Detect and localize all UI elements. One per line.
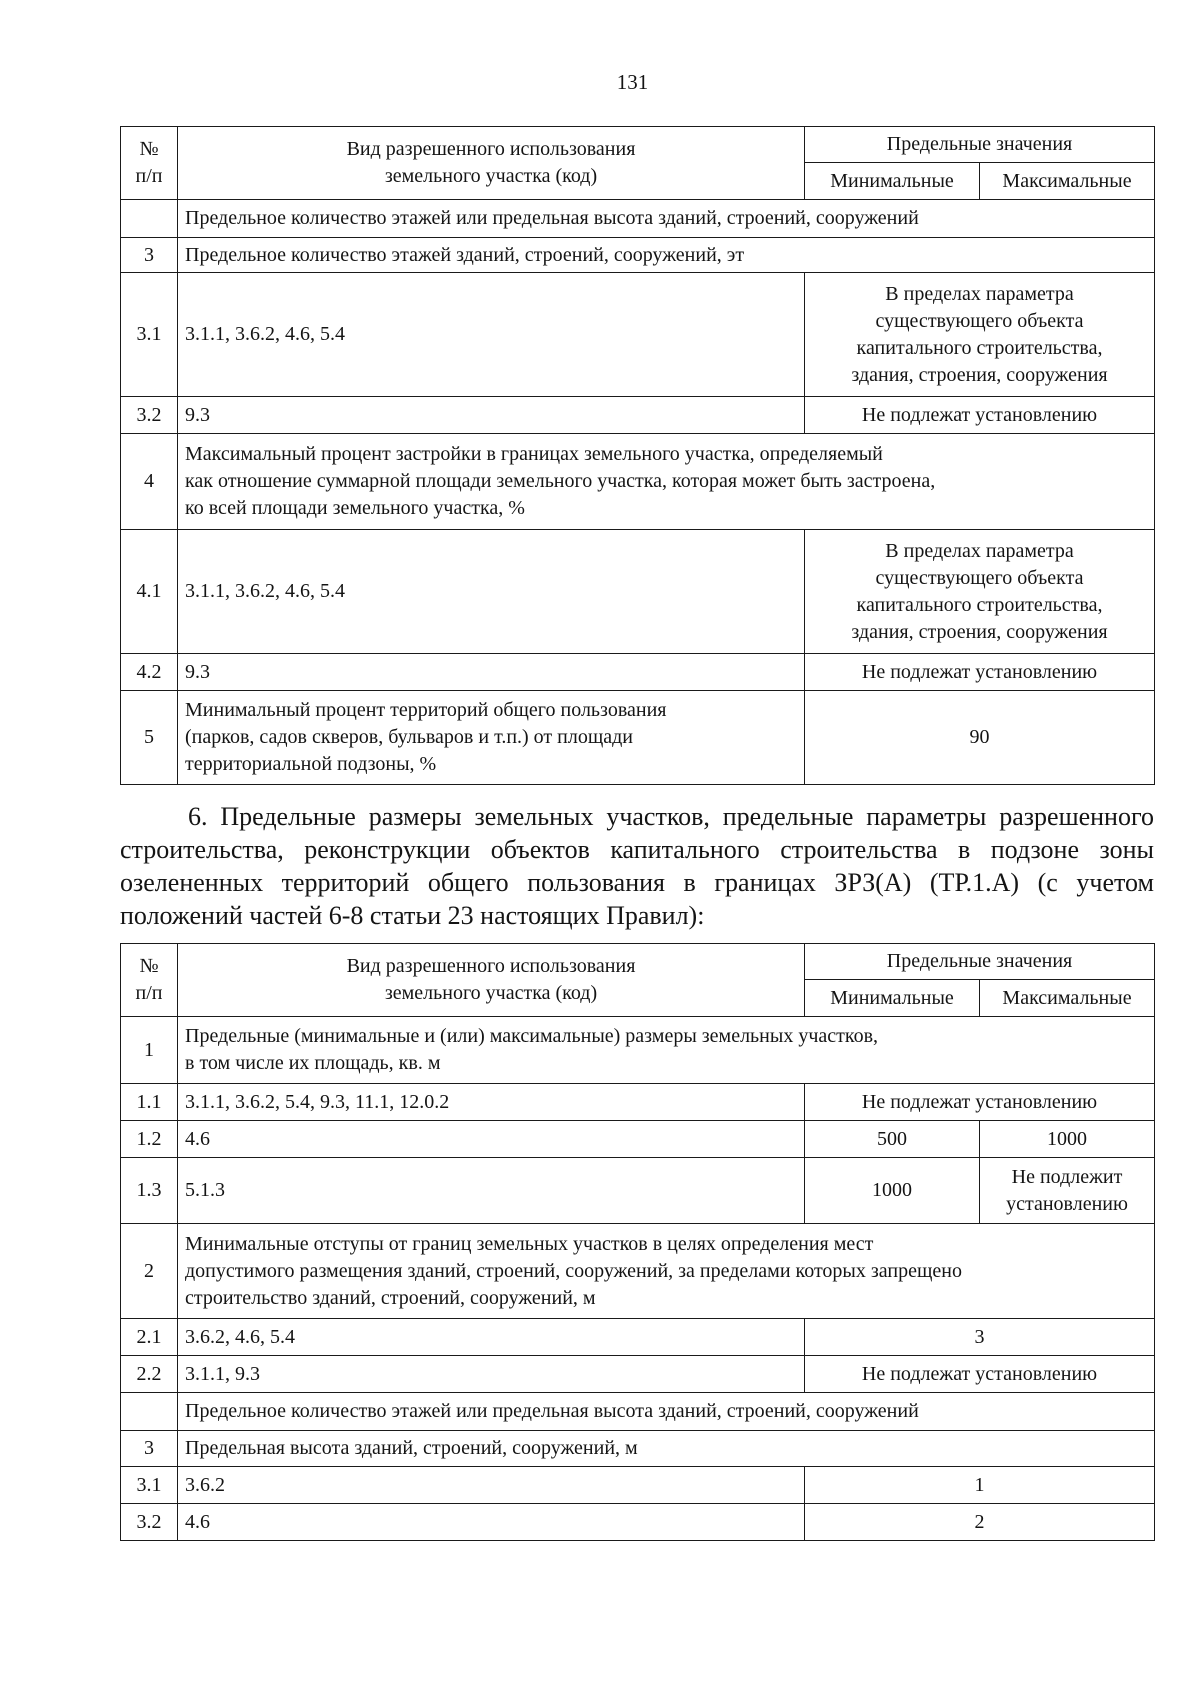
table-row: 3 Предельное количество этажей зданий, строений, сооружений, эт [121,238,1155,273]
table-row: 3.1 3.6.2 1 [121,1467,1155,1504]
table-row: 4 Максимальный процент застройки в границах земельного участка, определяемый как отношение суммарной площади земельного участка, которая может быть застроена, ко всей площади земельного участка, % [121,434,1155,530]
section-paragraph: 6. Предельные размеры земельных участков, предельные параметры разрешенного строительства, реконструкции объектов капитального строительства в подзоне зоны озелененных территорий общего пользования в границах ЗРЗ(А) (ТР.1.А) (с учетом положений частей 6-8 статьи 23 настоящих Правил): [120,802,1154,930]
header-min: Минимальные [805,163,980,200]
table-row: 2 Минимальные отступы от границ земельных участков в целях определения мест допустимого размещения зданий, строений, сооружений, за пределами которых запрещено строительство зданий, строений, сооружений, м [121,1224,1155,1319]
table-row: 3.1 3.1.1, 3.6.2, 4.6, 5.4 В пределах параметра существующего объекта капитального строительства, здания, строения, сооружения [121,273,1155,397]
page-number: 131 [616,70,649,94]
table-row: 5 Минимальный процент территорий общего пользования (парков, садов скверов, бульваров и т.п.) от площади территориальной подзоны, % 90 [121,691,1155,785]
header-max: Максимальные [980,980,1155,1017]
table-row: 1.3 5.1.3 1000 Не подлежит установлению [121,1158,1155,1224]
table-row: Предельное количество этажей или предельная высота зданий, строений, сооружений [121,1393,1155,1431]
table-row: 1.1 3.1.1, 3.6.2, 5.4, 9.3, 11.1, 12.0.2 Не подлежат установлению [121,1084,1155,1121]
limits-table-1 [120,126,1155,785]
table-row: 2.1 3.6.2, 4.6, 5.4 3 [121,1319,1155,1356]
table-row: 2.2 3.1.1, 9.3 Не подлежат установлению [121,1356,1155,1393]
table-row: 1 Предельные (минимальные и (или) максимальные) размеры земельных участков, в том числе их площадь, кв. м [121,1017,1155,1084]
table-row: Предельное количество этажей или предельная высота зданий, строений, сооружений [121,200,1155,238]
table-row: 3.2 4.6 2 [121,1504,1155,1541]
table-row: 4.2 9.3 Не подлежат установлению [121,654,1155,691]
header-type: Вид разрешенного использования земельного участка (код) [178,944,805,1017]
header-num: № п/п [121,944,178,1017]
header-max: Максимальные [980,163,1155,200]
header-limits: Предельные значения [805,944,1155,980]
table-row: 4.1 3.1.1, 3.6.2, 4.6, 5.4 В пределах параметра существующего объекта капитального строительства, здания, строения, сооружения [121,530,1155,654]
header-type: Вид разрешенного использования земельного участка (код) [178,127,805,200]
table-row: 3 Предельная высота зданий, строений, сооружений, м [121,1431,1155,1467]
header-limits: Предельные значения [805,127,1155,163]
table-row: 1.2 4.6 500 1000 [121,1121,1155,1158]
table-row: 3.2 9.3 Не подлежат установлению [121,397,1155,434]
limits-table-2 [120,943,1155,1541]
header-min: Минимальные [805,980,980,1017]
header-num: № п/п [121,127,178,200]
